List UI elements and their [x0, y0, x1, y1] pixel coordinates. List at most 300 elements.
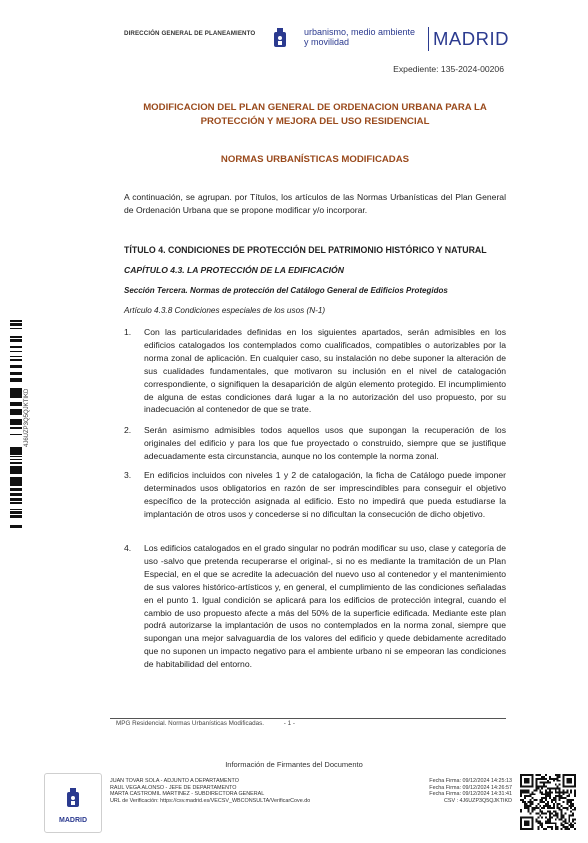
- barcode-bar: [10, 325, 22, 326]
- qr-module: [555, 828, 557, 830]
- qr-module: [574, 778, 576, 780]
- qr-module: [566, 778, 568, 780]
- qr-module: [541, 778, 543, 780]
- qr-module: [564, 797, 566, 799]
- qr-module: [543, 797, 545, 799]
- qr-module: [574, 818, 576, 820]
- signature-date: Fecha Firma: 09/12/2024 14:26:57: [429, 784, 512, 791]
- qr-module: [562, 807, 564, 809]
- qr-module: [524, 786, 526, 788]
- qr-module: [547, 801, 549, 803]
- qr-module: [537, 822, 539, 824]
- qr-module: [553, 778, 555, 780]
- qr-module: [572, 786, 574, 788]
- qr-module: [541, 822, 543, 824]
- qr-module: [559, 809, 561, 811]
- qr-module: [543, 807, 545, 809]
- qr-module: [528, 809, 530, 811]
- qr-module: [534, 793, 536, 795]
- qr-module: [545, 797, 547, 799]
- qr-module: [532, 822, 534, 824]
- qr-module: [574, 776, 576, 778]
- qr-module: [537, 774, 539, 776]
- qr-module: [559, 803, 561, 805]
- qr-module: [526, 816, 528, 818]
- qr-module: [574, 809, 576, 811]
- qr-module: [557, 780, 559, 782]
- qr-module: [562, 786, 564, 788]
- qr-module: [543, 801, 545, 803]
- qr-module: [541, 776, 543, 778]
- barcode-bar: [10, 378, 22, 380]
- qr-module: [570, 778, 572, 780]
- barcode-bar: [10, 339, 22, 342]
- qr-module: [572, 824, 574, 826]
- qr-module: [568, 799, 570, 801]
- qr-module: [568, 818, 570, 820]
- barcode-bar: [10, 502, 22, 504]
- barcode-bar: [10, 517, 22, 518]
- qr-module: [537, 826, 539, 828]
- qr-module: [568, 793, 570, 795]
- qr-module: [547, 818, 549, 820]
- qr-module: [539, 791, 541, 793]
- barcode-bar: [10, 402, 22, 405]
- qr-module: [543, 782, 545, 784]
- qr-module: [524, 797, 526, 799]
- qr-module: [562, 815, 564, 817]
- qr-module: [566, 789, 568, 791]
- qr-module: [539, 801, 541, 803]
- qr-module: [522, 828, 524, 830]
- qr-module: [543, 828, 545, 830]
- qr-module: [528, 774, 530, 776]
- list-item-number: 2.: [124, 425, 132, 435]
- qr-module: [559, 793, 561, 795]
- qr-module: [532, 816, 534, 818]
- qr-module: [549, 815, 551, 817]
- barcode-bar: [10, 515, 22, 516]
- qr-module: [532, 803, 534, 805]
- qr-module: [561, 795, 563, 797]
- barcode-bar: [10, 372, 22, 375]
- logo-subtitle: [304, 27, 424, 47]
- qr-module: [526, 786, 528, 788]
- qr-module: [539, 824, 541, 826]
- qr-module: [541, 811, 543, 813]
- qr-module: [528, 811, 530, 813]
- barcode-bar: [10, 488, 22, 491]
- qr-module: [557, 778, 559, 780]
- qr-module: [520, 822, 522, 824]
- qr-module: [522, 791, 524, 793]
- qr-module: [541, 801, 543, 803]
- qr-module: [537, 786, 539, 788]
- qr-module: [543, 793, 545, 795]
- qr-module: [555, 801, 557, 803]
- qr-module: [545, 803, 547, 805]
- qr-module: [574, 789, 576, 791]
- qr-module: [549, 818, 551, 820]
- qr-module: [564, 828, 566, 830]
- barcode-bar: [10, 346, 22, 348]
- qr-module: [541, 824, 543, 826]
- qr-module: [520, 789, 522, 791]
- qr-module: [526, 791, 528, 793]
- qr-module: [522, 799, 524, 801]
- qr-module: [557, 816, 559, 818]
- qr-module: [545, 816, 547, 818]
- qr-module: [528, 795, 530, 797]
- qr-module: [568, 828, 570, 830]
- qr-module: [574, 791, 576, 793]
- barcode-bar: [10, 409, 22, 410]
- qr-module: [562, 774, 564, 776]
- qr-module: [528, 780, 530, 782]
- qr-module: [547, 793, 549, 795]
- qr-module: [535, 778, 537, 780]
- qr-module: [526, 782, 528, 784]
- articulo-heading: Artículo 4.3.8 Condiciones especiales de los usos (N-1): [124, 306, 326, 315]
- qr-module: [535, 782, 537, 784]
- qr-code-icon: [520, 774, 576, 830]
- qr-module: [549, 822, 551, 824]
- qr-module: [520, 826, 522, 828]
- qr-module: [520, 784, 522, 786]
- list-item-number: 4.: [124, 543, 132, 553]
- qr-module: [520, 828, 522, 830]
- qr-module: [528, 801, 530, 803]
- qr-module: [572, 826, 574, 828]
- qr-module: [572, 815, 574, 817]
- qr-module: [528, 824, 530, 826]
- qr-module: [568, 824, 570, 826]
- qr-module: [532, 776, 534, 778]
- qr-module: [520, 816, 522, 818]
- qr-module: [524, 782, 526, 784]
- qr-module: [532, 811, 534, 813]
- list-item: [124, 469, 506, 521]
- qr-module: [545, 789, 547, 791]
- qr-module: [522, 801, 524, 803]
- qr-module: [574, 780, 576, 782]
- qr-module: [539, 789, 541, 791]
- qr-module: [574, 822, 576, 824]
- qr-module: [562, 791, 564, 793]
- list-item-text: Los edificios catalogados en el grado singular no podrán modificar su uso, clase y categoría de uso -salvo que pretenda recuperarse el original-, si no es mediante la tramitación de un Plan Especial, en el que se acredite la adecuación del nuevo uso al contenedor y el mantenimiento de sus valores histórico-artísticos y, en general, el cumplimiento de las condiciones señaladas en el punto 1. Igual condición se aplicará para los edificios de protección integral, cuando el cambio de uso propuesto afecte a más del 50% de la superficie edificada. Mediante este plan podrá autorizarse la implantación de usos no contemplados en la norma zonal, siempre que supongan una mejor salvaguardia de los valores del edificio y quede debidamente acreditado que no suponen un impacto negativo para el ambiente urbano ni se empeoran las condiciones de habitabilidad del entorno.: [144, 543, 506, 670]
- qr-module: [520, 776, 522, 778]
- qr-module: [532, 786, 534, 788]
- barcode-bar: [10, 477, 22, 479]
- barcode-bar: [10, 434, 22, 435]
- qr-module: [574, 828, 576, 830]
- barcode-bar: [10, 482, 22, 484]
- qr-module: [541, 791, 543, 793]
- qr-module: [553, 797, 555, 799]
- list-item-number: 1.: [124, 327, 132, 337]
- qr-module: [528, 789, 530, 791]
- qr-module: [570, 774, 572, 776]
- signer-line: MARTA CASTROMIL MARTINEZ - SUBDIRECTORA GENERAL: [110, 791, 265, 798]
- signature-logo-label: MADRID: [59, 817, 87, 824]
- qr-module: [545, 828, 547, 830]
- qr-module: [562, 826, 564, 828]
- qr-module: [524, 824, 526, 826]
- list-item: [124, 326, 506, 416]
- barcode-bar: [10, 388, 22, 389]
- qr-module: [543, 805, 545, 807]
- qr-module: [566, 801, 568, 803]
- footer-divider: [110, 718, 506, 719]
- qr-module: [549, 811, 551, 813]
- barcode-bar: [10, 456, 22, 457]
- qr-module: [561, 828, 563, 830]
- qr-module: [530, 828, 532, 830]
- barcode-bar: [10, 427, 22, 429]
- qr-module: [568, 816, 570, 818]
- qr-module: [530, 774, 532, 776]
- qr-module: [532, 809, 534, 811]
- side-barcode: [10, 320, 22, 530]
- qr-module: [559, 774, 561, 776]
- qr-module: [574, 774, 576, 776]
- qr-module: [532, 797, 534, 799]
- qr-module: [551, 791, 553, 793]
- qr-module: [545, 793, 547, 795]
- qr-module: [526, 778, 528, 780]
- qr-module: [543, 776, 545, 778]
- page-footer: [116, 720, 295, 727]
- qr-module: [551, 778, 553, 780]
- verification-url[interactable]: URL de Verificación: https://csv.madrid.es/VECSV_WBCONSULTA/VerificarCove.do: [110, 797, 311, 804]
- qr-module: [545, 778, 547, 780]
- qr-module: [549, 807, 551, 809]
- qr-module: [561, 811, 563, 813]
- qr-module: [541, 793, 543, 795]
- qr-module: [545, 782, 547, 784]
- titulo-heading: TÍTULO 4. CONDICIONES DE PROTECCIÓN DEL PATRIMONIO HISTÓRICO Y NATURAL: [124, 245, 487, 255]
- qr-module: [532, 782, 534, 784]
- qr-module: [532, 818, 534, 820]
- qr-module: [564, 791, 566, 793]
- qr-module: [572, 813, 574, 815]
- qr-module: [564, 818, 566, 820]
- qr-module: [572, 818, 574, 820]
- qr-module: [530, 795, 532, 797]
- madrid-logo: [272, 27, 509, 51]
- department-label: DIRECCIÓN GENERAL DE PLANEAMIENTO: [124, 30, 256, 37]
- qr-module: [568, 805, 570, 807]
- barcode-bar: [10, 525, 22, 528]
- qr-module: [539, 822, 541, 824]
- qr-module: [524, 816, 526, 818]
- document-subtitle: NORMAS URBANÍSTICAS MODIFICADAS: [220, 154, 410, 165]
- qr-module: [524, 780, 526, 782]
- qr-module: [539, 774, 541, 776]
- qr-module: [570, 782, 572, 784]
- qr-module: [547, 820, 549, 822]
- qr-module: [562, 801, 564, 803]
- qr-module: [520, 774, 522, 776]
- qr-module: [555, 822, 557, 824]
- qr-module: [566, 826, 568, 828]
- signer-line: JUAN TOVAR SOLA - ADJUNTO A DEPARTAMENTO: [110, 778, 239, 784]
- barcode-bar: [10, 412, 22, 414]
- qr-module: [549, 820, 551, 822]
- qr-module: [539, 799, 541, 801]
- qr-module: [532, 801, 534, 803]
- qr-module: [547, 780, 549, 782]
- barcode-bar: [10, 459, 22, 460]
- qr-module: [528, 807, 530, 809]
- qr-module: [541, 816, 543, 818]
- barcode-bar: [10, 448, 22, 450]
- expediente-number: Expediente: 135-2024-00206: [393, 64, 504, 74]
- signature-dates: [410, 778, 512, 804]
- qr-module: [545, 813, 547, 815]
- qr-module: [520, 799, 522, 801]
- qr-module: [549, 805, 551, 807]
- qr-module: [528, 791, 530, 793]
- qr-module: [545, 820, 547, 822]
- qr-module: [566, 803, 568, 805]
- qr-module: [545, 795, 547, 797]
- intro-paragraph: A continuación, se agrupan. por Títulos, los artículos de las Normas Urbanísticas del Plan General de Ordenación Urbana que se propone modificar y/o incorporar.: [124, 192, 506, 215]
- barcode-bar: [10, 472, 22, 474]
- qr-module: [570, 811, 572, 813]
- qr-module: [547, 803, 549, 805]
- qr-module: [570, 815, 572, 817]
- qr-module: [555, 791, 557, 793]
- qr-module: [555, 795, 557, 797]
- qr-module: [564, 774, 566, 776]
- qr-module: [524, 820, 526, 822]
- qr-module: [520, 795, 522, 797]
- qr-module: [528, 782, 530, 784]
- seccion-heading: Sección Tercera. Normas de protección del Catálogo General de Edificios Protegidos: [124, 286, 448, 295]
- madrid-coat-of-arms-icon: [272, 27, 288, 51]
- qr-module: [561, 805, 563, 807]
- qr-module: [543, 786, 545, 788]
- qr-module: [526, 820, 528, 822]
- qr-module: [547, 822, 549, 824]
- qr-module: [535, 818, 537, 820]
- qr-module: [549, 813, 551, 815]
- barcode-bar: [10, 356, 22, 357]
- qr-module: [537, 807, 539, 809]
- qr-module: [570, 805, 572, 807]
- qr-module: [570, 822, 572, 824]
- qr-module: [520, 809, 522, 811]
- qr-module: [535, 807, 537, 809]
- qr-module: [553, 803, 555, 805]
- qr-module: [561, 824, 563, 826]
- qr-module: [572, 809, 574, 811]
- qr-module: [557, 805, 559, 807]
- qr-module: [568, 801, 570, 803]
- qr-module: [532, 824, 534, 826]
- qr-module: [539, 815, 541, 817]
- qr-module: [539, 811, 541, 813]
- qr-module: [526, 822, 528, 824]
- qr-module: [557, 813, 559, 815]
- footer-page-number: - 1 -: [283, 720, 295, 727]
- qr-module: [547, 826, 549, 828]
- barcode-bar: [10, 395, 22, 398]
- qr-module: [549, 782, 551, 784]
- qr-module: [545, 774, 547, 776]
- qr-module: [557, 815, 559, 817]
- qr-module: [520, 793, 522, 795]
- qr-module: [526, 805, 528, 807]
- qr-module: [572, 803, 574, 805]
- qr-module: [537, 828, 539, 830]
- qr-module: [534, 799, 536, 801]
- qr-module: [553, 811, 555, 813]
- qr-module: [528, 822, 530, 824]
- qr-module: [526, 795, 528, 797]
- qr-module: [541, 826, 543, 828]
- qr-module: [572, 799, 574, 801]
- qr-module: [566, 791, 568, 793]
- logo-line-2: y movilidad: [304, 37, 350, 47]
- qr-module: [553, 788, 555, 790]
- barcode-bar: [10, 405, 22, 406]
- qr-module: [541, 813, 543, 815]
- qr-module: [526, 828, 528, 830]
- qr-module: [547, 791, 549, 793]
- qr-module: [524, 828, 526, 830]
- qr-module: [526, 780, 528, 782]
- qr-module: [524, 791, 526, 793]
- qr-module: [557, 826, 559, 828]
- qr-module: [549, 788, 551, 790]
- qr-module: [532, 780, 534, 782]
- qr-module: [568, 820, 570, 822]
- qr-module: [551, 799, 553, 801]
- qr-module: [555, 818, 557, 820]
- qr-module: [537, 778, 539, 780]
- qr-module: [568, 782, 570, 784]
- qr-module: [568, 778, 570, 780]
- qr-module: [566, 807, 568, 809]
- qr-module: [562, 782, 564, 784]
- qr-module: [535, 784, 537, 786]
- qr-module: [551, 807, 553, 809]
- qr-module: [551, 813, 553, 815]
- barcode-bar: [10, 493, 22, 496]
- barcode-bar: [10, 365, 22, 368]
- qr-module: [561, 815, 563, 817]
- qr-module: [528, 786, 530, 788]
- logo-divider: [428, 27, 429, 51]
- qr-module: [566, 809, 568, 811]
- qr-module: [530, 799, 532, 801]
- qr-module: [541, 797, 543, 799]
- qr-module: [520, 778, 522, 780]
- qr-module: [562, 816, 564, 818]
- qr-module: [524, 795, 526, 797]
- barcode-bar: [10, 452, 22, 455]
- qr-module: [524, 805, 526, 807]
- qr-module: [557, 828, 559, 830]
- qr-module: [520, 811, 522, 813]
- qr-module: [566, 799, 568, 801]
- barcode-bar: [10, 328, 22, 329]
- qr-module: [539, 805, 541, 807]
- qr-module: [570, 826, 572, 828]
- qr-module: [557, 803, 559, 805]
